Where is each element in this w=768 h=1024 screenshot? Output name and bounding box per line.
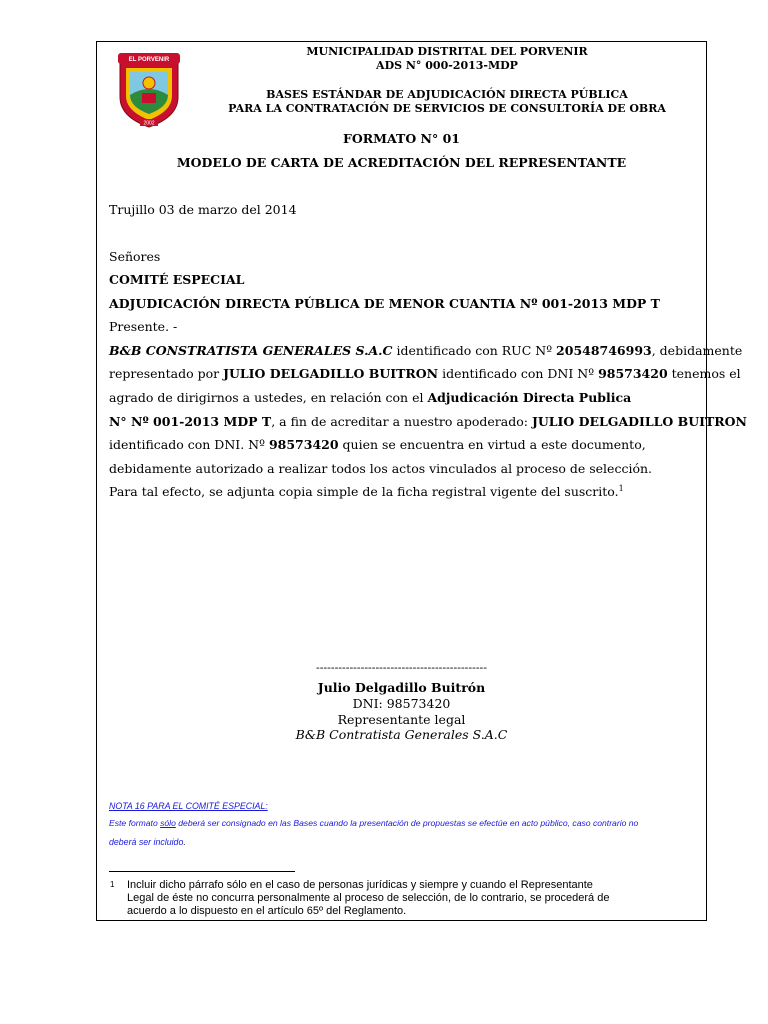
letter-salutation: Señores	[109, 249, 161, 264]
signature-name: Julio Delgadillo Buitrón	[317, 680, 486, 695]
footnote-mark: 1	[110, 880, 115, 889]
letter-presente: Presente. -	[109, 319, 178, 334]
header-bases-title: BASES ESTÁNDAR DE ADJUDICACIÓN DIRECTA PÚBLICA	[266, 88, 628, 101]
signature-line: ----------------------------------------------	[316, 661, 487, 674]
paragraph-line-1: B&B CONSTRATISTA GENERALES S.A.C identificado con RUC Nº 20548746993, debidamente	[109, 343, 743, 358]
formato-number: FORMATO N° 01	[343, 131, 460, 146]
header-bases-subtitle: PARA LA CONTRATACIÓN DE SERVICIOS DE CONSULTORÍA DE OBRA	[228, 102, 666, 115]
paragraph-line-7: Para tal efecto, se adjunta copia simple de la ficha registral vigente del suscrito.$^1$	[109, 483, 624, 499]
page-border	[96, 41, 707, 921]
footnote-divider	[109, 871, 295, 872]
footnote-ref: 1	[618, 483, 624, 493]
footnote-line-1: Incluir dicho párrafo sólo en el caso de personas jurídicas y siempre y cuando el Representante	[127, 879, 593, 891]
header-ads-number: ADS N° 000-2013-MDP	[376, 59, 518, 72]
note-line-2: deberá ser incluido.	[109, 837, 186, 847]
letter-process: ADJUDICACIÓN DIRECTA PÚBLICA DE MENOR CUANTIA Nº 001-2013 MDP T	[109, 296, 660, 311]
note-heading: NOTA 16 PARA EL COMITÉ ESPECIAL:	[109, 801, 268, 811]
representative-name: JULIO DELGADILLO BUITRON	[223, 366, 439, 381]
formato-title: MODELO DE CARTA DE ACREDITACIÓN DEL REPRESENTANTE	[176, 155, 627, 170]
crest-base-text: 2002	[143, 120, 155, 127]
footnote-line-2: Legal de éste no concurra personalmente al proceso de selección, de lo contrario, se procederá de	[127, 892, 610, 904]
paragraph-line-2: representado por JULIO DELGADILLO BUITRON identificado con DNI Nº 98573420 tenemos el	[109, 366, 741, 381]
paragraph-line-5: identificado con DNI. Nº 98573420 quien se encuentra en virtud a este documento,	[109, 437, 646, 452]
municipal-crest-icon	[114, 47, 184, 129]
note-line-1: Este formato sólo deberá ser consignado en las Bases cuando la presentación de propuestas se efectúe en acto público, caso contrario no	[109, 818, 639, 828]
letter-committee: COMITÉ ESPECIAL	[109, 272, 245, 287]
footnote-line-3: acuerdo a lo dispuesto en el artículo 65º del Reglamento.	[127, 905, 407, 917]
signature-dni: DNI: 98573420	[352, 696, 451, 711]
company-name: B&B CONSTRATISTA GENERALES S.A.C	[109, 343, 393, 358]
ruc-number: 20548746993	[556, 343, 652, 358]
signature-company: B&B Contratista Generales S.A.C	[295, 727, 508, 742]
signature-role: Representante legal	[337, 712, 466, 727]
dni-number: 98573420	[598, 366, 668, 381]
paragraph-line-3: agrado de dirigirnos a ustedes, en relación con el Adjudicación Directa Publica	[109, 390, 632, 405]
header-municipality: MUNICIPALIDAD DISTRITAL DEL PORVENIR	[306, 45, 588, 58]
letter-date: Trujillo 03 de marzo del 2014	[109, 202, 297, 217]
paragraph-line-4: N° Nº 001-2013 MDP T, a fin de acreditar a nuestro apoderado: JULIO DELGADILLO BUITRON	[109, 414, 747, 429]
crest-ribbon-text: EL PORVENIR	[128, 57, 170, 63]
paragraph-line-6: debidamente autorizado a realizar todos los actos vinculados al proceso de selección.	[109, 461, 653, 476]
